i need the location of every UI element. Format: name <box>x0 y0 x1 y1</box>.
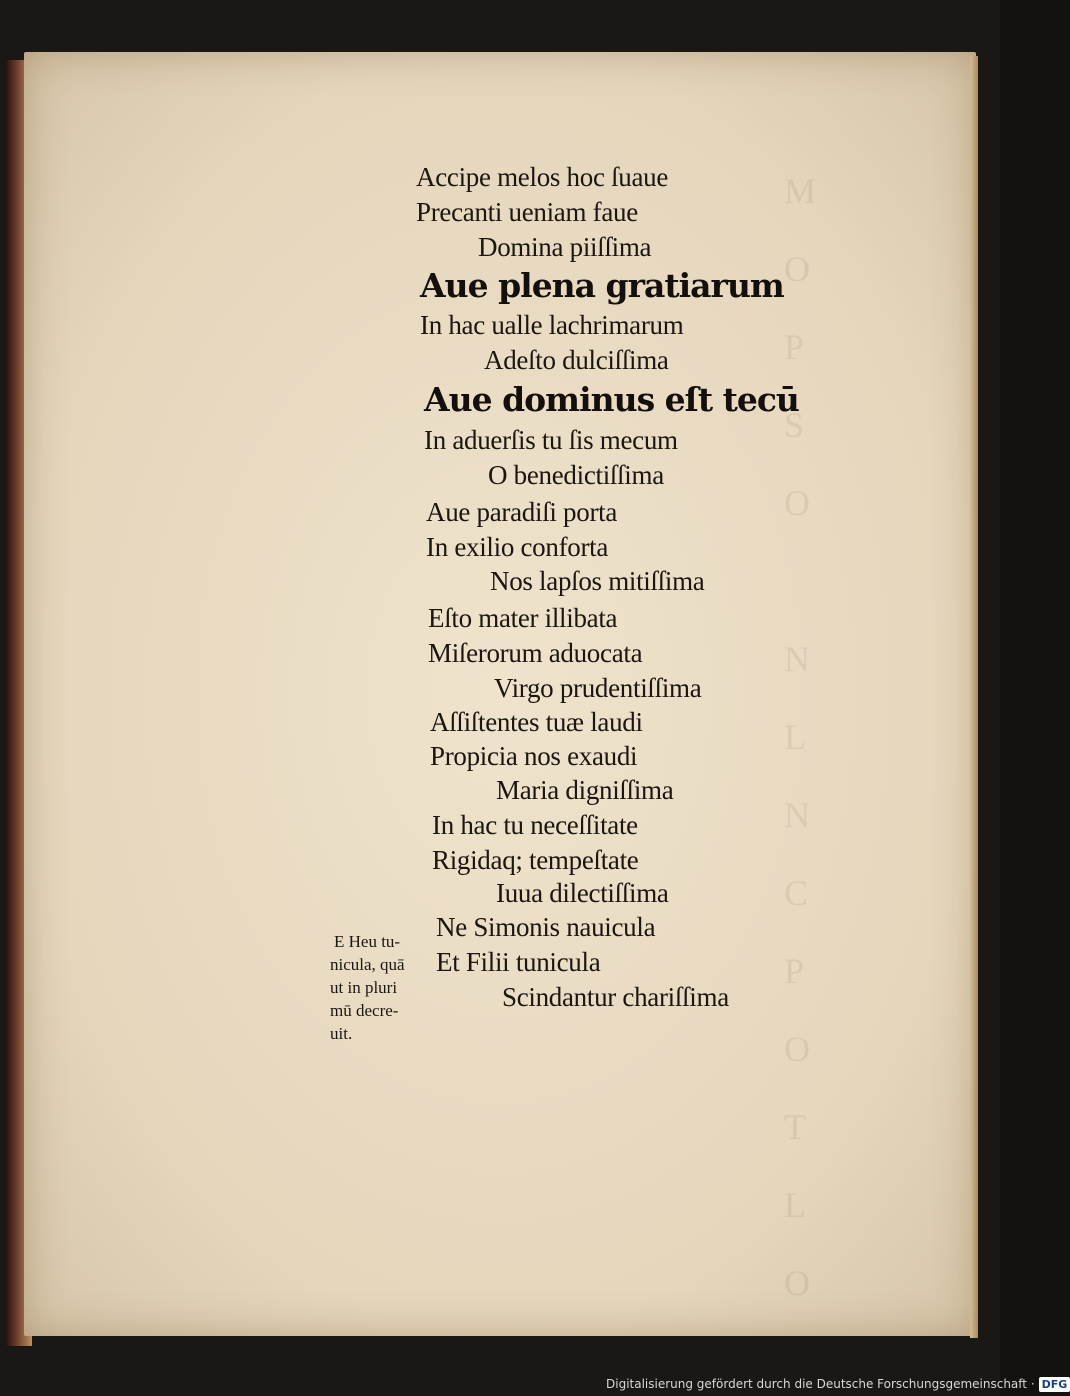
verse-line: Domina piiſſima <box>478 232 652 262</box>
verse-line: Ne Simonis nauicula <box>436 912 656 942</box>
margin-note-line: nicula, quā <box>330 955 405 974</box>
verse-line: O benedictiſſima <box>488 460 664 490</box>
verse-line: Miſerorum aduocata <box>428 638 643 668</box>
verse-line: Propicia nos exaudi <box>430 741 638 771</box>
verse-line: Iuua dilectiſſima <box>496 878 669 908</box>
verse-line: Aue paradiſi porta <box>426 497 618 527</box>
verse-line: Adeſto dulciſſima <box>484 345 669 375</box>
verse-line: Nos lapſos mitiſſima <box>490 566 705 596</box>
margin-note-line: ut in pluri <box>330 978 398 997</box>
bleed-through-shadow: M O P S O N L N C P O T L O <box>784 171 817 1303</box>
verse-line: In hac tu neceſſitate <box>432 810 638 840</box>
verse-line-large: Aue dominus eſt tecū <box>424 380 799 419</box>
verse-line: In exilio conforta <box>426 532 609 562</box>
verse-line: Maria digniſſima <box>496 775 674 805</box>
verse-line: Precanti ueniam faue <box>416 197 638 227</box>
verse-line: Virgo prudentiſſima <box>494 673 702 703</box>
verse-line-large: Aue plena gratiarum <box>420 266 784 305</box>
verse-line: Eſto mater illibata <box>428 603 618 633</box>
dfg-logo: DFG <box>1039 1377 1070 1392</box>
page-right-edge <box>970 56 978 1338</box>
digitization-credit <box>606 1374 1070 1394</box>
verse-line: In hac ualle lachrimarum <box>420 310 684 340</box>
verse-line: Aſſiſtentes tuæ laudi <box>430 707 643 737</box>
verse-line: Scindantur chariſſima <box>502 982 729 1012</box>
credit-text: Digitalisierung gefördert durch die Deutsche Forschungsgemeinschaft · <box>606 1377 1035 1391</box>
margin-note-line: E Heu tu- <box>334 932 401 951</box>
verse-line: Rigidaq; tempeſtate <box>432 845 639 875</box>
verse-line: Et Filii tunicula <box>436 947 601 977</box>
verse-line: Accipe melos hoc ſuaue <box>416 162 669 192</box>
verse-line: In aduerſis tu ſis mecum <box>424 425 678 455</box>
margin-note-line: mū decre- <box>330 1001 399 1020</box>
margin-note-line: uit. <box>330 1024 353 1043</box>
